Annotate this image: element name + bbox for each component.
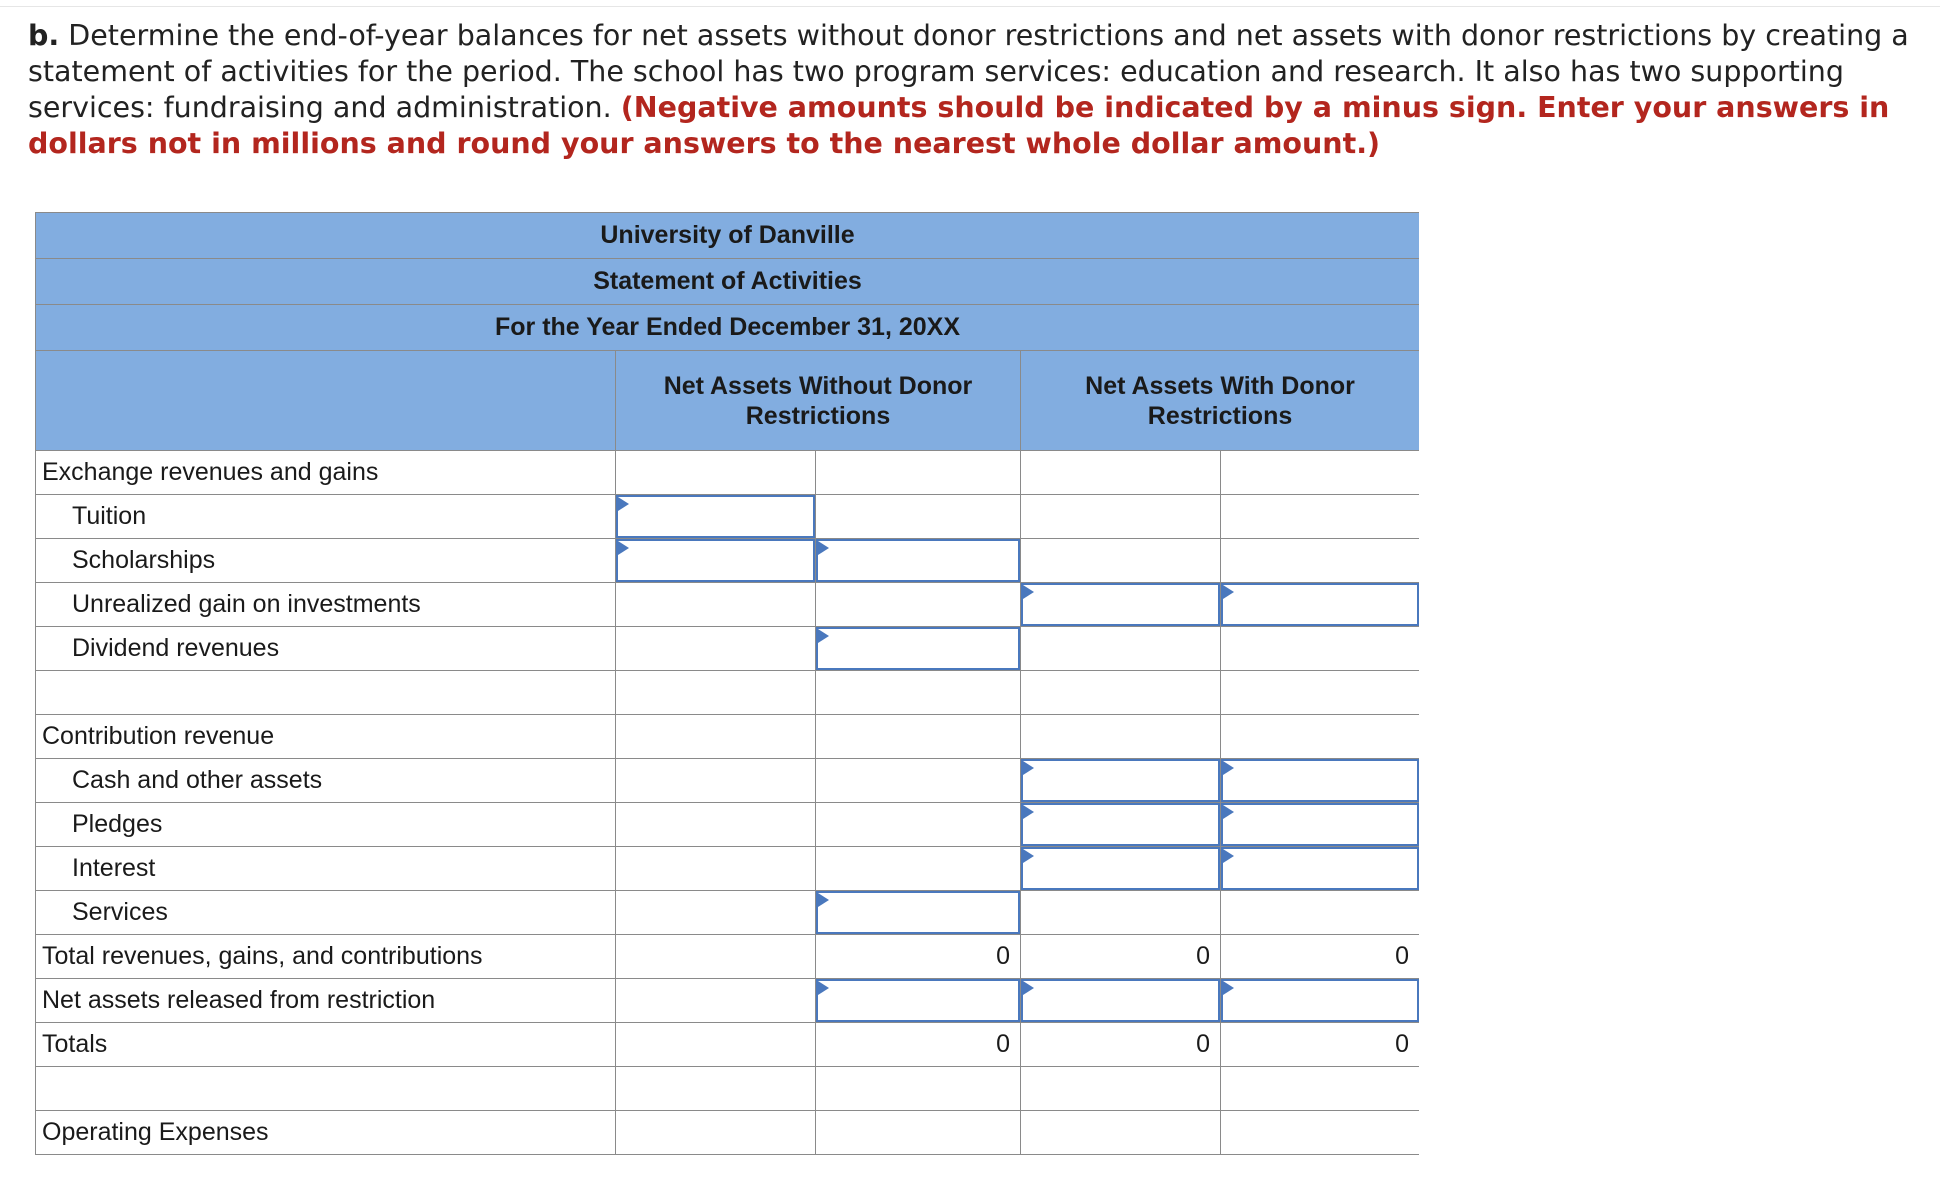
- empty-cell: [1021, 1067, 1221, 1111]
- row-label-totals: Totals: [36, 1023, 616, 1067]
- table-row: [36, 759, 1420, 803]
- question-text: Determine the end-of-year balances for net assets without donor restrictions and net assets with donor restrictions by creating a statement of activities for the period. The school has two program services: education and research. It also has two supporting services: fundraising and administration.: [28, 19, 1909, 124]
- row-label-dividend-revenues: Dividend revenues: [36, 627, 616, 671]
- row-label-interest: Interest: [36, 847, 616, 891]
- empty-cell: [1021, 495, 1221, 539]
- row-label-cash-and-other-assets: Cash and other assets: [36, 759, 616, 803]
- empty-cell: [36, 1067, 616, 1111]
- released-without-c2-input[interactable]: [816, 979, 1020, 1022]
- table-row: [36, 935, 1420, 979]
- question-instructions: [28, 18, 1928, 162]
- empty-cell: [1221, 495, 1420, 539]
- statement-title: Statement of Activities: [36, 259, 1420, 305]
- question-note: (Negative amounts should be indicated by a minus sign. Enter your answers in dollars not in millions and round your answers to the nearest whole dollar amount.): [28, 91, 1890, 160]
- unrealized-gain-with-c3-input[interactable]: [1021, 583, 1220, 626]
- question-part-label: b.: [28, 19, 60, 52]
- empty-cell: [1021, 1111, 1221, 1155]
- tuition-without-c1-input[interactable]: [616, 495, 815, 538]
- row-label-contribution-revenue: Contribution revenue: [36, 715, 616, 759]
- interest-with-c4-input[interactable]: [1221, 847, 1419, 890]
- empty-cell: [1021, 539, 1221, 583]
- total-revenues-without-value: 0: [816, 935, 1021, 979]
- scholarships-without-c2-cell: [816, 539, 1021, 583]
- pledges-with-c4-cell: [1221, 803, 1420, 847]
- released-without-c2-cell: [816, 979, 1021, 1023]
- pledges-with-c3-input[interactable]: [1021, 803, 1220, 846]
- table-row: [36, 1111, 1420, 1155]
- period-row: [36, 305, 1420, 351]
- table-row: [36, 715, 1420, 759]
- empty-cell: [1021, 451, 1221, 495]
- empty-cell: [1021, 627, 1221, 671]
- entity-row: [36, 213, 1420, 259]
- column-header-with-restrictions: Net Assets With Donor Restrictions: [1021, 351, 1420, 451]
- totals-with-c3-value: 0: [1021, 1023, 1221, 1067]
- title-row: [36, 259, 1420, 305]
- empty-cell: [616, 715, 816, 759]
- cash-assets-with-c4-cell: [1221, 759, 1420, 803]
- empty-cell: [616, 1111, 816, 1155]
- table-row: [36, 583, 1420, 627]
- row-label-operating-expenses: Operating Expenses: [36, 1111, 616, 1155]
- scholarships-without-c1-cell: [616, 539, 816, 583]
- totals-with-c4-value: 0: [1221, 1023, 1420, 1067]
- empty-cell: [1221, 715, 1420, 759]
- table-row: [36, 627, 1420, 671]
- released-with-c3-cell: [1021, 979, 1221, 1023]
- empty-cell: [1021, 715, 1221, 759]
- table-row: [36, 671, 1420, 715]
- row-label-services: Services: [36, 891, 616, 935]
- empty-cell: [816, 495, 1021, 539]
- empty-cell: [816, 715, 1021, 759]
- entity-name: University of Danville: [36, 213, 1420, 259]
- table-row: [36, 495, 1420, 539]
- pledges-with-c3-cell: [1021, 803, 1221, 847]
- services-without-c2-cell: [816, 891, 1021, 935]
- empty-cell: [1221, 1111, 1420, 1155]
- cash-assets-with-c4-input[interactable]: [1221, 759, 1419, 802]
- table-row: [36, 891, 1420, 935]
- empty-cell: [1221, 627, 1420, 671]
- empty-cell: [616, 803, 816, 847]
- dividend-without-c2-input[interactable]: [816, 627, 1020, 670]
- empty-cell: [816, 759, 1021, 803]
- unrealized-gain-with-c3-cell: [1021, 583, 1221, 627]
- row-label-exchange-revenues: Exchange revenues and gains: [36, 451, 616, 495]
- table-row: [36, 451, 1420, 495]
- scholarships-without-c2-input[interactable]: [816, 539, 1020, 582]
- empty-cell: [616, 1067, 816, 1111]
- empty-cell: [1221, 451, 1420, 495]
- empty-cell: [616, 451, 816, 495]
- empty-cell: [616, 627, 816, 671]
- table-row: [36, 847, 1420, 891]
- empty-cell: [616, 891, 816, 935]
- empty-cell: [616, 1023, 816, 1067]
- released-with-c4-cell: [1221, 979, 1420, 1023]
- statement-of-activities-table: [35, 212, 1419, 1155]
- row-label-tuition: Tuition: [36, 495, 616, 539]
- scholarships-without-c1-input[interactable]: [616, 539, 815, 582]
- worksheet: [35, 212, 1419, 1196]
- row-label-pledges: Pledges: [36, 803, 616, 847]
- empty-cell: [1221, 1067, 1420, 1111]
- released-with-c4-input[interactable]: [1221, 979, 1419, 1022]
- table-row: [36, 979, 1420, 1023]
- empty-cell: [1221, 891, 1420, 935]
- tuition-without-c1-cell: [616, 495, 816, 539]
- empty-cell: [36, 671, 616, 715]
- top-divider: [0, 6, 1940, 7]
- column-header-without-restrictions: Net Assets Without Donor Restrictions: [616, 351, 1021, 451]
- interest-with-c3-input[interactable]: [1021, 847, 1220, 890]
- cash-assets-with-c3-input[interactable]: [1021, 759, 1220, 802]
- pledges-with-c4-input[interactable]: [1221, 803, 1419, 846]
- empty-cell: [616, 847, 816, 891]
- empty-cell: [616, 671, 816, 715]
- empty-cell: [816, 583, 1021, 627]
- empty-cell: [816, 1111, 1021, 1155]
- interest-with-c3-cell: [1021, 847, 1221, 891]
- table-row: [36, 539, 1420, 583]
- row-label-net-assets-released: Net assets released from restriction: [36, 979, 616, 1023]
- empty-cell: [1021, 891, 1221, 935]
- services-without-c2-input[interactable]: [816, 891, 1020, 934]
- column-header-row: [36, 351, 1420, 451]
- unrealized-gain-with-c4-input[interactable]: [1221, 583, 1419, 626]
- row-label-unrealized-gain: Unrealized gain on investments: [36, 583, 616, 627]
- empty-cell: [816, 847, 1021, 891]
- empty-cell: [816, 1067, 1021, 1111]
- empty-cell: [816, 451, 1021, 495]
- dividend-without-c2-cell: [816, 627, 1021, 671]
- cash-assets-with-c3-cell: [1021, 759, 1221, 803]
- table-row: [36, 803, 1420, 847]
- totals-without-value: 0: [816, 1023, 1021, 1067]
- row-label-total-revenues: Total revenues, gains, and contributions: [36, 935, 616, 979]
- empty-cell: [1221, 539, 1420, 583]
- empty-cell: [616, 935, 816, 979]
- statement-period: For the Year Ended December 31, 20XX: [36, 305, 1420, 351]
- empty-cell: [616, 583, 816, 627]
- empty-cell: [1221, 671, 1420, 715]
- empty-cell: [1021, 671, 1221, 715]
- total-revenues-with-c4-value: 0: [1221, 935, 1420, 979]
- table-row: [36, 1067, 1420, 1111]
- unrealized-gain-with-c4-cell: [1221, 583, 1420, 627]
- column-header-blank: [36, 351, 616, 451]
- empty-cell: [616, 979, 816, 1023]
- table-row: [36, 1023, 1420, 1067]
- released-with-c3-input[interactable]: [1021, 979, 1220, 1022]
- row-label-scholarships: Scholarships: [36, 539, 616, 583]
- empty-cell: [616, 759, 816, 803]
- interest-with-c4-cell: [1221, 847, 1420, 891]
- total-revenues-with-c3-value: 0: [1021, 935, 1221, 979]
- empty-cell: [816, 803, 1021, 847]
- empty-cell: [816, 671, 1021, 715]
